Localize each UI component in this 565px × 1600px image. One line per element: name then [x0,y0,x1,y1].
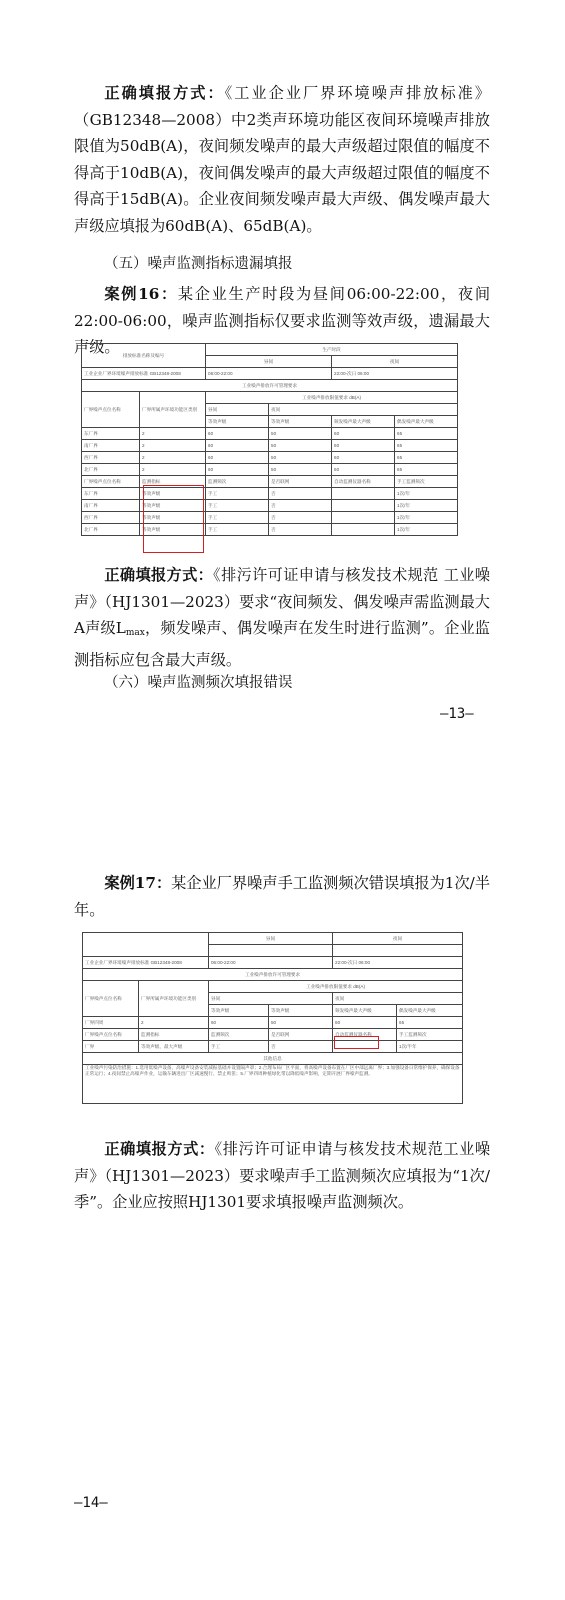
table-row: 北厂界 2 60 50 60 65 [82,464,458,476]
paragraph-text: 某企业生产时段为昼间06:00-22:00，夜间22:00-06:00，噪声监测指标仅要求监测等效声级，遗漏最大声级。 [74,285,491,356]
section-heading-5: （五）噪声监测指标遗漏填报 [104,256,293,272]
case-label: 案例16： [104,285,178,303]
table-cell: 厂界所属声环境功能区类别 [140,392,206,428]
paragraph-text: ，频发噪声、偶发噪声在发生时进行监测”。企业监测指标应包含最大声级。 [74,619,490,669]
table-cell: 工业噪声排放限值要求 dB(A) [206,392,458,404]
highlight-box-monitoring-frequency [334,1036,379,1049]
table-row: 西厂界 2 60 50 60 65 [82,452,458,464]
lead-label: 正确填报方式： [104,566,214,584]
table-cell: 工业企业厂界环境噪声排放标准 GB12348-2008 [83,957,209,969]
table-cell: 昼间 [206,404,269,416]
table-cell: 06:00-22:00 [206,368,332,380]
permit-table-1 [81,343,458,536]
table-cell: 厂界噪声点位名称 [83,981,139,1017]
table-cell: 偶发噪声最大声级 [397,1005,463,1017]
table-cell: 工业噪声排放许可管理要求 [82,380,458,392]
page-number: —13— [440,706,474,722]
case-label: 案例17： [104,874,172,892]
table-row: 南厂界 2 60 50 60 65 [82,440,458,452]
paragraph-text: 某企业厂界噪声手工监测频次错误填报为1次/半年。 [74,874,491,919]
table-cell: 排放标准名称及编号 [82,344,206,368]
lead-label: 正确填报方式： [104,1140,215,1158]
table-cell: 昼间 [209,933,333,945]
table-cell: 频发噪声最大声级 [332,416,395,428]
subscript-max: max [125,628,145,638]
permit-table-2 [82,932,463,1104]
table-cell: 06:00-22:00 [209,957,333,969]
table-row: 厂界 等效声级、最大声级 手工 否 1次/半年 [83,1041,463,1053]
table-cell: 22:00-次日 06:00 [332,368,458,380]
paragraph-correct-method-3 [74,1136,490,1216]
table-cell: 工业企业厂界环境噪声排放标准 GB12348-2008 [82,368,206,380]
table-cell: 生产时段 [206,344,458,356]
table-cell: 频发噪声最大声级 [333,1005,397,1017]
table-row: 西厂界 等效声级 手工 否 1次/年 [82,512,458,524]
paragraph-text: 《排污许可证申请与核发技术规范工业噪声》（HJ1301—2023）要求噪声手工监测频次应填报为“1次/季”。企业应按照HJ1301要求填报噪声监测频次。 [74,1140,491,1211]
paragraph-case-17 [74,870,490,923]
table-header-row: 厂界噪声点位名称 监测指标 监测频次 是否联网 自动监测仪器名称 手工监测频次 [83,1029,463,1041]
highlight-box-monitoring-indicator [143,485,204,553]
table-header-row: 厂界噪声点位名称 监测指标 监测频次 是否联网 自动监测仪器名称 手工监测频次 [82,476,458,488]
table-row: 厂界四周 2 60 50 60 65 [83,1017,463,1029]
table-cell: 等效声级 [209,1005,269,1017]
table-cell: 等效声级 [269,416,332,428]
notes-cell: 工业噪声污染防治措施：1.选用低噪声设备，高噪声设备安装减振基础并设置隔声罩；2.合理布局厂区平面，将高噪声设备布置在厂区中部远离厂界；3.加强设备日常维护保养，确保设备正常运行；4.夜间禁止高噪声作业，运输车辆进出厂区减速慢行、禁止鸣笛；5.厂界四周种植绿化带以降低噪声影响，定期开展厂界噪声监测。 [83,1065,463,1104]
table-row: 东厂界 等效声级 手工 否 1次/年 [82,488,458,500]
table-cell: 厂界所属声环境功能区类别 [139,981,209,1017]
table-cell: 其他信息 [83,1053,463,1065]
table-cell: 夜间 [333,933,463,945]
page-number: —14— [74,1495,108,1511]
table-cell: 夜间 [332,356,458,368]
paragraph-text: 《工业企业厂界环境噪声排放标准》（GB12348—2008）中2类声环境功能区夜间环境噪声排放限值为50dB(A)，夜间频发噪声的最大声级超过限值的幅度不得高于10dB(A)，夜间偶发噪声的最大声级超过限值的幅度不得高于15dB(A)。企业夜间频发噪声最大声级、偶发噪声最大声级应填报为60dB(A)、65dB(A)。 [74,84,490,235]
table-cell: 昼间 [206,356,332,368]
table-cell: 厂界噪声点位名称 [82,392,140,428]
table-cell: 工业噪声排放限值要求 dB(A) [209,981,463,993]
table-cell: 昼间 [209,993,333,1005]
lead-label: 正确填报方式： [104,84,225,102]
table-cell: 等效声级 [206,416,269,428]
table-row: 南厂界 等效声级 手工 否 1次/年 [82,500,458,512]
table-cell: 夜间 [333,993,463,1005]
table-cell: 偶发噪声最大声级 [395,416,458,428]
paragraph-text: 《排污许可证申请与核发技术规范 工业噪声》（HJ1301—2023）要求“夜间频发、偶发噪声需监测最大A声级L [74,566,490,637]
paragraph-correct-method-2 [74,562,490,673]
table-cell: 工业噪声排放许可管理要求 [83,969,463,981]
table-row: 北厂界 等效声级 手工 否 1次/年 [82,524,458,536]
section-heading-6: （六）噪声监测频次填报错误 [104,675,293,691]
table-cell: 夜间 [269,404,458,416]
table-cell: 22:00-次日 06:00 [333,957,463,969]
paragraph-correct-method-1 [74,80,490,239]
table-cell: 等效声级 [269,1005,333,1017]
table-row: 东厂界 2 60 50 60 65 [82,428,458,440]
